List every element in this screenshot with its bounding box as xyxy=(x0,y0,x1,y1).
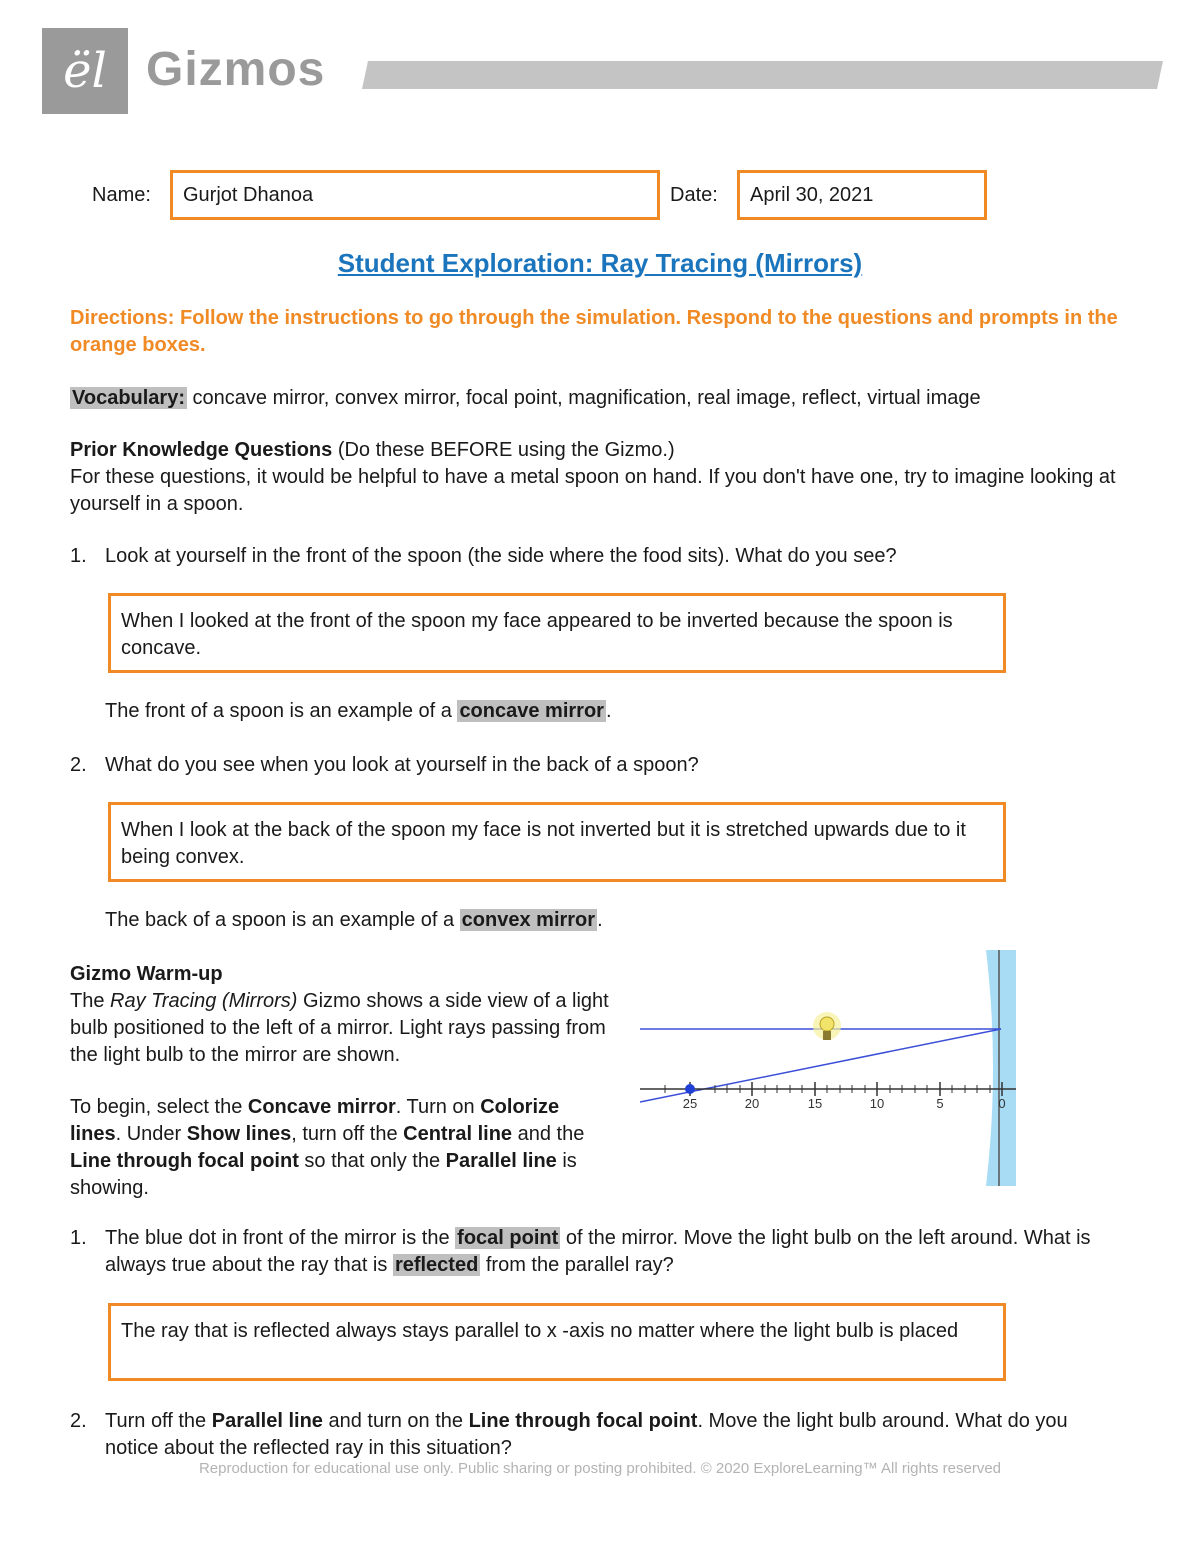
name-field[interactable]: Gurjot Dhanoa xyxy=(170,170,660,220)
directions-text: Directions: Follow the instructions to go through the simulation. Respond to the questions and prompts in the orange boxes. xyxy=(70,307,1118,356)
answer-box-3[interactable]: The ray that is reflected always stays parallel to x -axis no matter where the light bulb is placed xyxy=(108,1303,1006,1381)
question-number: 1. xyxy=(70,1227,87,1249)
light-bulb-icon[interactable] xyxy=(813,1012,841,1040)
answer-box-1[interactable]: When I looked at the front of the spoon my face appeared to be inverted because the spoon is concave. xyxy=(108,593,1006,673)
tick-label: 15 xyxy=(807,1096,823,1111)
question-1-followup: The front of a spoon is an example of a concave mirror . xyxy=(105,700,612,722)
header-bar xyxy=(362,61,1163,89)
date-field[interactable]: April 30, 2021 xyxy=(737,170,987,220)
concave-mirror xyxy=(986,950,1016,1186)
question-number: 2. xyxy=(70,754,87,776)
tick-label: 20 xyxy=(744,1096,760,1111)
reflected-term: reflected xyxy=(394,1254,479,1276)
vocabulary xyxy=(70,385,1150,412)
answer-box-2[interactable]: When I look at the back of the spoon my face is not inverted but it is stretched upwards due to it being convex. xyxy=(108,802,1006,882)
convex-mirror-term: convex mirror xyxy=(461,909,596,931)
warmup-question-1-text: The blue dot in front of the mirror is the focal point of the mirror. Move the light bulb on the left around. What is always true about the ray that is reflected from the parallel ray? xyxy=(105,1227,1091,1276)
focal-point-term: focal point xyxy=(457,1227,559,1249)
question-2-text: What do you see when you look at yourself in the back of a spoon? xyxy=(105,754,699,776)
vocabulary-text: concave mirror, convex mirror, focal point, magnification, real image, reflect, virtual image xyxy=(187,387,981,409)
warmup-paragraph-2: To begin, select the Concave mirror. Turn on Colorize lines. Under Show lines, turn off the Central line and the Line through focal point so that only the Parallel line is showing. xyxy=(70,1096,585,1199)
ray-tracing-figure xyxy=(638,950,1023,1186)
tick-label: 25 xyxy=(682,1096,698,1111)
name-label: Name: xyxy=(92,184,151,206)
question-number: 1. xyxy=(70,545,87,567)
brand-name: Gizmos xyxy=(146,43,326,96)
prior-knowledge-heading: Prior Knowledge Questions (Do these BEFORE using the Gizmo.) xyxy=(70,439,675,461)
focal-point-dot[interactable] xyxy=(685,1084,695,1094)
question-number: 2. xyxy=(70,1410,87,1432)
explorelearning-logo: ël xyxy=(42,28,128,114)
tick-label: 5 xyxy=(936,1096,944,1111)
warmup-paragraph-1: The Ray Tracing (Mirrors) Gizmo shows a side view of a light bulb positioned to the left of a mirror. Light rays passing from the light bulb to the mirror are shown. xyxy=(70,990,609,1066)
page-title: Student Exploration: Ray Tracing (Mirrors) xyxy=(337,248,863,278)
question-1-text: Look at yourself in the front of the spoon (the side where the food sits). What do you see? xyxy=(105,545,897,567)
tick-label: 0 xyxy=(998,1096,1006,1111)
vocabulary-label: Vocabulary: xyxy=(72,387,185,409)
question-2-followup: The back of a spoon is an example of a convex mirror . xyxy=(105,909,603,931)
warmup-question-2-text: Turn off the Parallel line and turn on the Line through focal point. Move the light bulb around. What do you notice about the reflected ray in this situation? xyxy=(105,1410,1068,1459)
concave-mirror-term: concave mirror xyxy=(459,700,604,722)
footer-copyright: Reproduction for educational use only. Public sharing or posting prohibited. © 2020 ExploreLearning™ All rights reserved xyxy=(198,1460,1002,1477)
warmup-heading: Gizmo Warm-up xyxy=(70,963,223,985)
prior-knowledge-intro: For these questions, it would be helpful to have a metal spoon on hand. If you don't have one, try to imagine looking at yourself in a spoon. xyxy=(70,466,1116,515)
tick-label: 10 xyxy=(869,1096,885,1111)
date-label: Date: xyxy=(670,184,718,206)
